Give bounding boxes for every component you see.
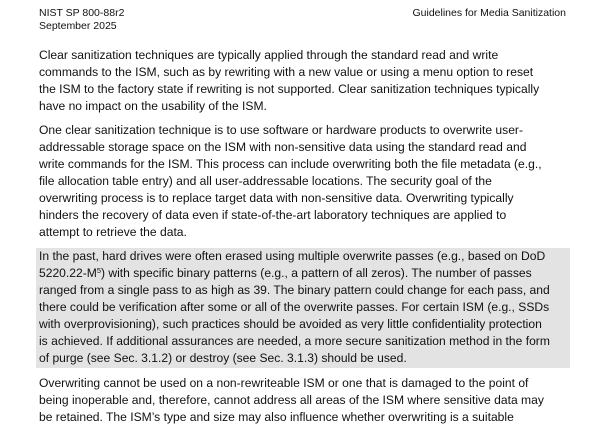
- text-line: Clear sanitization techniques are typically applied through the standard read and write: [39, 48, 499, 62]
- text-line: write commands for the ISM. This process can include overwriting both the file metadata (e.g.,: [39, 157, 542, 171]
- text-line: the ISM to the factory state if rewriting is not supported. Clear sanitization techniques typically: [39, 82, 540, 96]
- text-line: is achieved. If additional assurances are needed, a more secure sanitization method in the form: [39, 334, 550, 348]
- text-line: overwriting process is to replace target data with non-sensitive data. Overwriting typically: [39, 191, 514, 205]
- text-segment: ) with specific binary patterns (e.g., a pattern of all zeros). The number of passes: [101, 266, 532, 280]
- paragraph-overwrite-limitations: [39, 375, 567, 426]
- text-segment: 5220.22-M: [39, 266, 97, 280]
- text-line: Overwriting cannot be used on a non-rewriteable ISM or one that is damaged to the point of: [39, 376, 529, 390]
- text-line: commands to the ISM, such as by rewriting with a new value or using a menu option to reset: [39, 65, 534, 79]
- text-line: attempt to retrieve the data.: [39, 225, 187, 239]
- paragraph-overwrite-technique: [39, 122, 567, 241]
- footnote-marker[interactable]: 5: [96, 266, 101, 275]
- doc-date: September 2025: [39, 20, 117, 32]
- text-line: One clear sanitization technique is to use software or hardware products to overwrite user-: [39, 123, 523, 137]
- text-line: hinders the recovery of data even if state-of-the-art laboratory techniques are applied to: [39, 208, 507, 222]
- text-line: be retained. The ISM’s type and size may also influence whether overwriting is a suitable: [39, 410, 514, 424]
- text-line: [39, 265, 567, 282]
- paragraph-clear-techniques: [39, 47, 567, 115]
- document-body: [39, 47, 567, 433]
- text-line: of purge (see Sec. 3.1.2) or destroy (see Sec. 3.1.3) should be used.: [39, 351, 407, 365]
- text-line: have no impact on the usability of the ISM.: [39, 99, 267, 113]
- doc-id: NIST SP 800-88r2: [39, 7, 125, 19]
- text-line: there could be verification after some or all of the overwrite passes. For certain ISM (e.g., SSDs: [39, 300, 550, 314]
- header-left: [39, 7, 124, 33]
- text-line: being inoperable and, therefore, cannot address all areas of the ISM where sensitive data may: [39, 393, 544, 407]
- paragraph-highlighted-multiple-passes: [36, 248, 570, 368]
- text-line: with overprovisioning), such practices should be avoided as very little confidentiality protection: [39, 317, 542, 331]
- text-line: file allocation table entry) and all user-addressable locations. The security goal of the: [39, 174, 492, 188]
- text-line: ranged from a single pass to as high as 39. The binary pattern could change for each pass, and: [39, 283, 550, 297]
- running-title: Guidelines for Media Sanitization: [412, 7, 566, 19]
- text-line: In the past, hard drives were often erased using multiple overwrite passes (e.g., based on DoD: [39, 249, 546, 263]
- text-line: addressable storage space on the ISM with non-sensitive data using the standard read and: [39, 140, 527, 154]
